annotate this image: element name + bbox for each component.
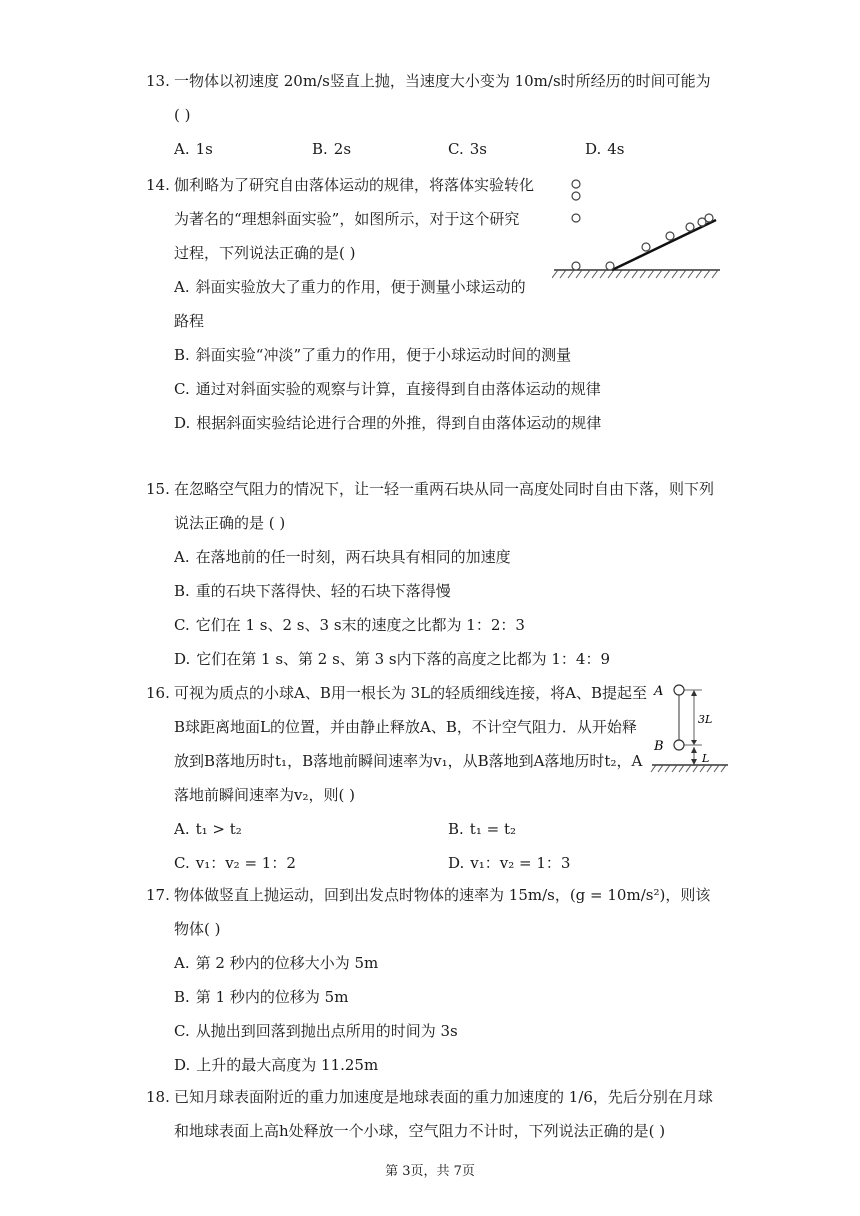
question-stem: ( ) [174, 106, 191, 124]
option-b [448, 812, 516, 846]
question-stem: 和地球表面上高h处释放一个小球，空气阻力不计时，下列说法正确的是( ) [174, 1122, 666, 1140]
option-label: D. [174, 414, 191, 432]
option-a [174, 946, 726, 980]
question-number: 17. [146, 886, 170, 904]
option-text: 第 1 秒内的位移为 5m [195, 988, 349, 1006]
question-stem: 在忽略空气阻力的情况下，让一轻一重两石块从同一高度处同时自由下落，则下列 [174, 480, 715, 498]
option-text: 4s [607, 140, 625, 158]
page-footer: 第 3页，共 7页 [385, 1164, 475, 1179]
ball-a-label: A [654, 684, 664, 699]
option-text: 通过对斜面实验的观察与计算，直接得到自由落体运动的规律 [195, 380, 601, 398]
question-18 [146, 1080, 726, 1148]
option-a [174, 540, 726, 574]
inclined-plane-figure [552, 174, 722, 284]
option-label: C. [174, 1022, 190, 1040]
option-label: C. [448, 140, 464, 158]
question-number: 13. [146, 72, 170, 90]
option-c [174, 1014, 726, 1048]
option-label: D. [174, 650, 191, 668]
option-d [174, 406, 746, 440]
question-stem: 放到B落地历时t₁，B落地前瞬间速率为v₁，从B落地到A落地历时t₂，A [174, 752, 643, 770]
option-label: A. [174, 820, 190, 838]
option-label: D. [174, 1056, 191, 1074]
option-text: v₁：v₂ = 1：2 [195, 854, 296, 872]
question-stem: 落地前瞬间速率为v₂，则( ) [174, 786, 355, 804]
option-label: B. [174, 988, 190, 1006]
question-15 [146, 472, 726, 676]
question-stem: 伽利略为了研究自由落体运动的规律，将落体实验转化 [174, 176, 535, 194]
option-text: 1s [195, 140, 213, 158]
question-stem: 为著名的“理想斜面实验”，如图所示，对于这个研究 [174, 210, 520, 228]
question-number: 16. [146, 684, 170, 702]
option-label: A. [174, 278, 190, 296]
length-label: 3L [698, 713, 713, 726]
question-13 [146, 64, 726, 166]
option-label: B. [312, 140, 328, 158]
option-label: A. [174, 548, 190, 566]
option-text: 上升的最大高度为 11.25m [196, 1056, 379, 1074]
option-text: 3s [469, 140, 487, 158]
option-label: B. [174, 582, 190, 600]
option-text: 第 2 秒内的位移大小为 5m [195, 954, 379, 972]
option-a [174, 812, 242, 846]
option-b [312, 132, 351, 166]
question-stem: B球距离地面L的位置，并由静止释放A、B，不计空气阻力．从开始释 [174, 718, 637, 736]
question-stem: 物体( ) [174, 920, 221, 938]
option-d [448, 846, 570, 880]
question-number: 14. [146, 176, 170, 194]
question-number: 15. [146, 480, 170, 498]
option-label: A. [174, 954, 190, 972]
option-label: C. [174, 380, 190, 398]
question-17 [146, 878, 726, 1082]
option-text: 重的石块下落得快、轻的石块下落得慢 [195, 582, 451, 600]
option-label: D. [585, 140, 602, 158]
option-d [174, 1048, 726, 1082]
option-b [174, 574, 726, 608]
question-stem: 已知月球表面附近的重力加速度是地球表面的重力加速度的 1/6，先后分别在月球 [174, 1088, 713, 1106]
option-text: 斜面实验放大了重力的作用，便于测量小球运动的 [195, 278, 526, 296]
option-label: A. [174, 140, 190, 158]
question-stem: 过程，下列说法正确的是( ) [174, 244, 356, 262]
height-label: L [702, 752, 710, 765]
option-b [174, 980, 726, 1014]
option-c [174, 608, 726, 642]
question-stem: 可视为质点的小球A、B用一根长为 3L的轻质细线连接，将A、B提起至 [174, 684, 647, 702]
option-a-continued: 路程 [174, 312, 205, 330]
option-label: D. [448, 854, 465, 872]
option-text: 在落地前的任一时刻，两石块具有相同的加速度 [195, 548, 511, 566]
option-text: 它们在第 1 s、第 2 s、第 3 s内下落的高度之比都为 1：4：9 [196, 650, 610, 668]
option-label: C. [174, 616, 190, 634]
ball-b-label: B [654, 739, 664, 754]
question-16 [146, 676, 726, 880]
question-number: 18. [146, 1088, 170, 1106]
question-stem: 说法正确的是 ( ) [174, 514, 286, 532]
question-stem: 物体做竖直上抛运动，回到出发点时物体的速率为 15m/s，(g = 10m/s²)，则该 [174, 886, 711, 904]
option-text: t₁ = t₂ [469, 820, 516, 838]
option-text: t₁ > t₂ [195, 820, 242, 838]
option-c [174, 846, 296, 880]
option-text: 2s [333, 140, 352, 158]
option-text: v₁：v₂ = 1：3 [470, 854, 571, 872]
option-label: B. [448, 820, 464, 838]
question-stem: 一物体以初速度 20m/s竖直上抛，当速度大小变为 10m/s时所经历的时间可能为 [174, 72, 711, 90]
option-d [585, 132, 625, 166]
option-text: 根据斜面实验结论进行合理的外推，得到自由落体运动的规律 [196, 414, 602, 432]
option-text: 它们在 1 s、2 s、3 s末的速度之比都为 1：2：3 [195, 616, 525, 634]
option-c [448, 132, 487, 166]
option-c [174, 372, 746, 406]
option-a [174, 132, 213, 166]
option-label: C. [174, 854, 190, 872]
option-text: 斜面实验“冲淡”了重力的作用，便于小球运动时间的测量 [195, 346, 572, 364]
option-b [174, 338, 746, 372]
option-d [174, 642, 726, 676]
two-balls-figure [650, 678, 730, 774]
option-label: B. [174, 346, 190, 364]
option-text: 从抛出到回落到抛出点所用的时间为 3s [195, 1022, 458, 1040]
